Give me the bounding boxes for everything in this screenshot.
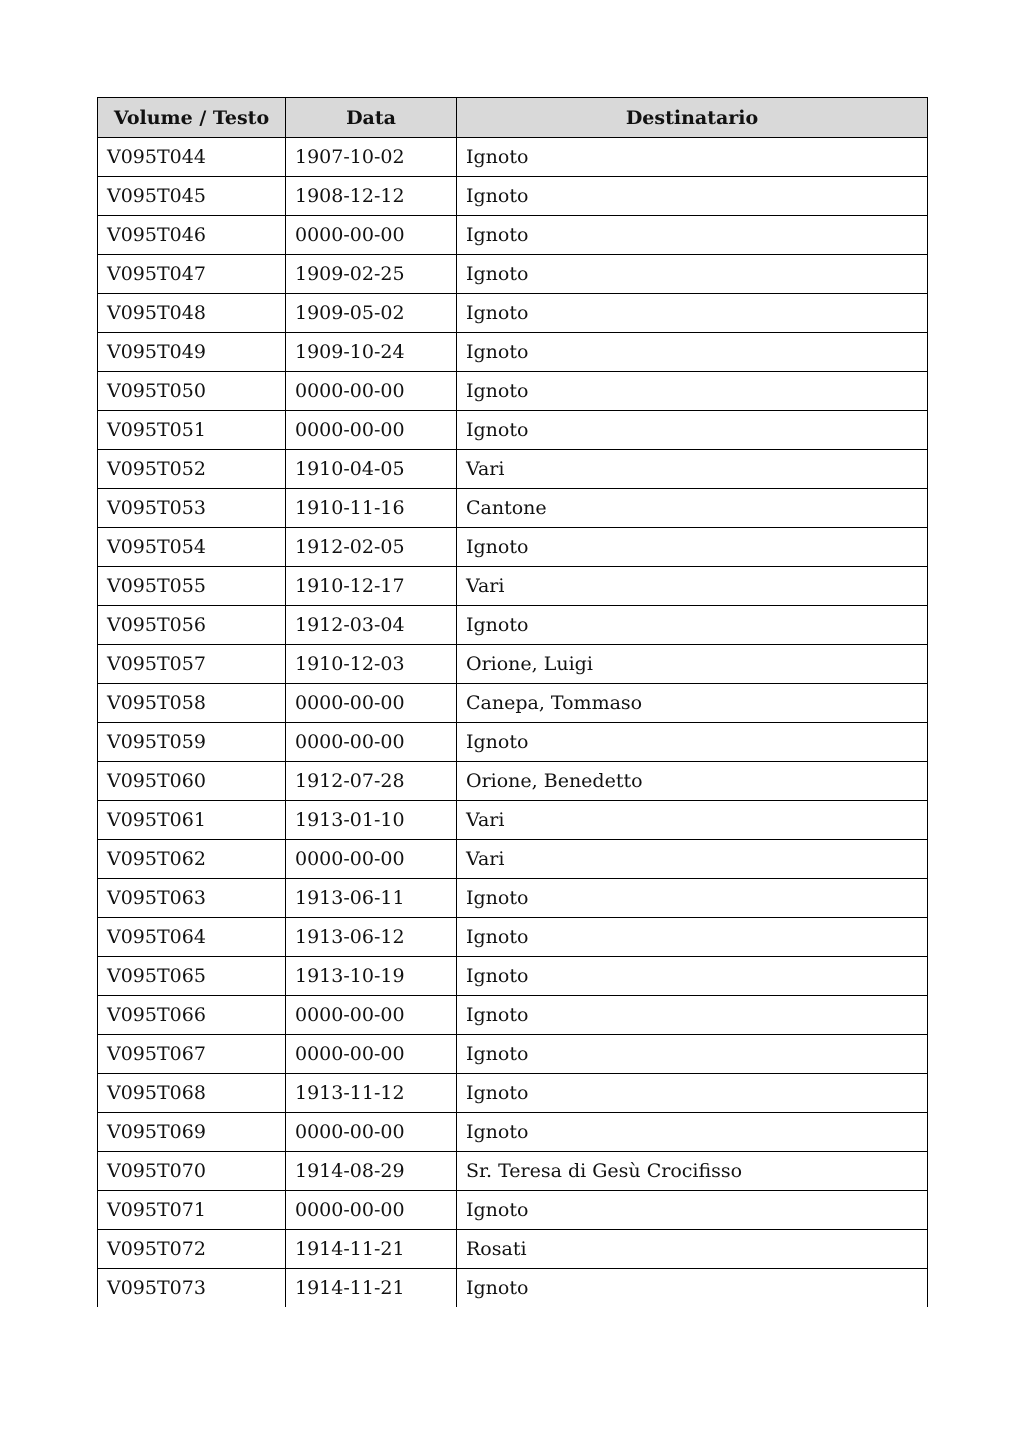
cell-destinatario: Ignoto [457,333,928,372]
cell-volume-testo: V095T063 [98,879,286,918]
cell-data: 0000-00-00 [286,411,457,450]
table-row [98,645,928,684]
cell-destinatario: Orione, Benedetto [457,762,928,801]
cell-volume-testo: V095T046 [98,216,286,255]
cell-volume-testo: V095T056 [98,606,286,645]
cell-volume-testo: V095T058 [98,684,286,723]
cell-data: 1913-11-12 [286,1074,457,1113]
table-row [98,1152,928,1191]
cell-data: 1913-06-11 [286,879,457,918]
cell-volume-testo: V095T071 [98,1191,286,1230]
cell-data: 1912-03-04 [286,606,457,645]
cell-volume-testo: V095T064 [98,918,286,957]
cell-volume-testo: V095T052 [98,450,286,489]
table-row [98,723,928,762]
header-destinatario: Destinatario [457,98,928,138]
cell-data: 1907-10-02 [286,138,457,177]
table-row [98,450,928,489]
cell-data: 1912-07-28 [286,762,457,801]
letters-table [97,97,928,1307]
cell-data: 0000-00-00 [286,723,457,762]
cell-data: 0000-00-00 [286,1035,457,1074]
header-volume-testo: Volume / Testo [98,98,286,138]
table-body [98,138,928,1308]
table-row [98,216,928,255]
cell-volume-testo: V095T072 [98,1230,286,1269]
cell-destinatario: Vari [457,840,928,879]
cell-volume-testo: V095T051 [98,411,286,450]
table-row [98,918,928,957]
cell-data: 1912-02-05 [286,528,457,567]
cell-data: 1913-01-10 [286,801,457,840]
cell-destinatario: Ignoto [457,528,928,567]
table-row [98,996,928,1035]
cell-data: 1910-12-17 [286,567,457,606]
cell-data: 1909-05-02 [286,294,457,333]
cell-destinatario: Ignoto [457,372,928,411]
cell-destinatario: Ignoto [457,957,928,996]
cell-destinatario: Ignoto [457,294,928,333]
cell-volume-testo: V095T067 [98,1035,286,1074]
header-row [98,98,928,138]
cell-destinatario: Ignoto [457,216,928,255]
table-row [98,528,928,567]
cell-destinatario: Cantone [457,489,928,528]
header-data: Data [286,98,457,138]
table-row [98,1269,928,1308]
table-row [98,1230,928,1269]
cell-volume-testo: V095T047 [98,255,286,294]
cell-destinatario: Vari [457,567,928,606]
cell-destinatario: Ignoto [457,1191,928,1230]
cell-volume-testo: V095T065 [98,957,286,996]
table-row [98,1191,928,1230]
cell-destinatario: Ignoto [457,996,928,1035]
cell-volume-testo: V095T062 [98,840,286,879]
cell-data: 0000-00-00 [286,1191,457,1230]
cell-destinatario: Sr. Teresa di Gesù Crocifisso [457,1152,928,1191]
table-row [98,684,928,723]
cell-data: 0000-00-00 [286,216,457,255]
cell-volume-testo: V095T048 [98,294,286,333]
cell-data: 0000-00-00 [286,1113,457,1152]
table-row [98,1074,928,1113]
cell-volume-testo: V095T059 [98,723,286,762]
cell-destinatario: Orione, Luigi [457,645,928,684]
cell-data: 1913-10-19 [286,957,457,996]
cell-destinatario: Ignoto [457,1035,928,1074]
cell-volume-testo: V095T049 [98,333,286,372]
cell-data: 1914-11-21 [286,1269,457,1308]
cell-destinatario: Ignoto [457,606,928,645]
letters-table-container [97,97,927,1307]
cell-volume-testo: V095T069 [98,1113,286,1152]
cell-destinatario: Ignoto [457,918,928,957]
cell-data: 0000-00-00 [286,684,457,723]
table-row [98,333,928,372]
table-row [98,411,928,450]
cell-destinatario: Ignoto [457,255,928,294]
table-row [98,957,928,996]
cell-data: 1908-12-12 [286,177,457,216]
cell-volume-testo: V095T070 [98,1152,286,1191]
cell-destinatario: Ignoto [457,723,928,762]
cell-data: 1914-08-29 [286,1152,457,1191]
cell-data: 0000-00-00 [286,996,457,1035]
cell-data: 0000-00-00 [286,840,457,879]
table-row [98,1035,928,1074]
cell-destinatario: Ignoto [457,177,928,216]
table-row [98,606,928,645]
cell-destinatario: Ignoto [457,138,928,177]
table-row [98,489,928,528]
cell-data: 1914-11-21 [286,1230,457,1269]
cell-destinatario: Vari [457,450,928,489]
cell-volume-testo: V095T050 [98,372,286,411]
cell-volume-testo: V095T073 [98,1269,286,1308]
table-row [98,567,928,606]
cell-data: 1910-11-16 [286,489,457,528]
table-row [98,138,928,177]
cell-volume-testo: V095T054 [98,528,286,567]
cell-volume-testo: V095T055 [98,567,286,606]
table-header [98,98,928,138]
cell-volume-testo: V095T060 [98,762,286,801]
cell-destinatario: Vari [457,801,928,840]
table-row [98,294,928,333]
cell-destinatario: Ignoto [457,1113,928,1152]
cell-data: 1913-06-12 [286,918,457,957]
cell-destinatario: Rosati [457,1230,928,1269]
table-row [98,801,928,840]
table-row [98,372,928,411]
table-row [98,1113,928,1152]
cell-volume-testo: V095T066 [98,996,286,1035]
table-row [98,177,928,216]
cell-volume-testo: V095T044 [98,138,286,177]
cell-data: 1909-02-25 [286,255,457,294]
table-row [98,879,928,918]
table-row [98,762,928,801]
cell-volume-testo: V095T057 [98,645,286,684]
cell-destinatario: Ignoto [457,1269,928,1308]
cell-destinatario: Ignoto [457,1074,928,1113]
cell-destinatario: Ignoto [457,411,928,450]
cell-volume-testo: V095T068 [98,1074,286,1113]
table-row [98,840,928,879]
cell-volume-testo: V095T053 [98,489,286,528]
cell-data: 1910-04-05 [286,450,457,489]
cell-data: 1909-10-24 [286,333,457,372]
cell-destinatario: Ignoto [457,879,928,918]
cell-data: 1910-12-03 [286,645,457,684]
cell-data: 0000-00-00 [286,372,457,411]
table-row [98,255,928,294]
cell-volume-testo: V095T061 [98,801,286,840]
cell-volume-testo: V095T045 [98,177,286,216]
cell-destinatario: Canepa, Tommaso [457,684,928,723]
